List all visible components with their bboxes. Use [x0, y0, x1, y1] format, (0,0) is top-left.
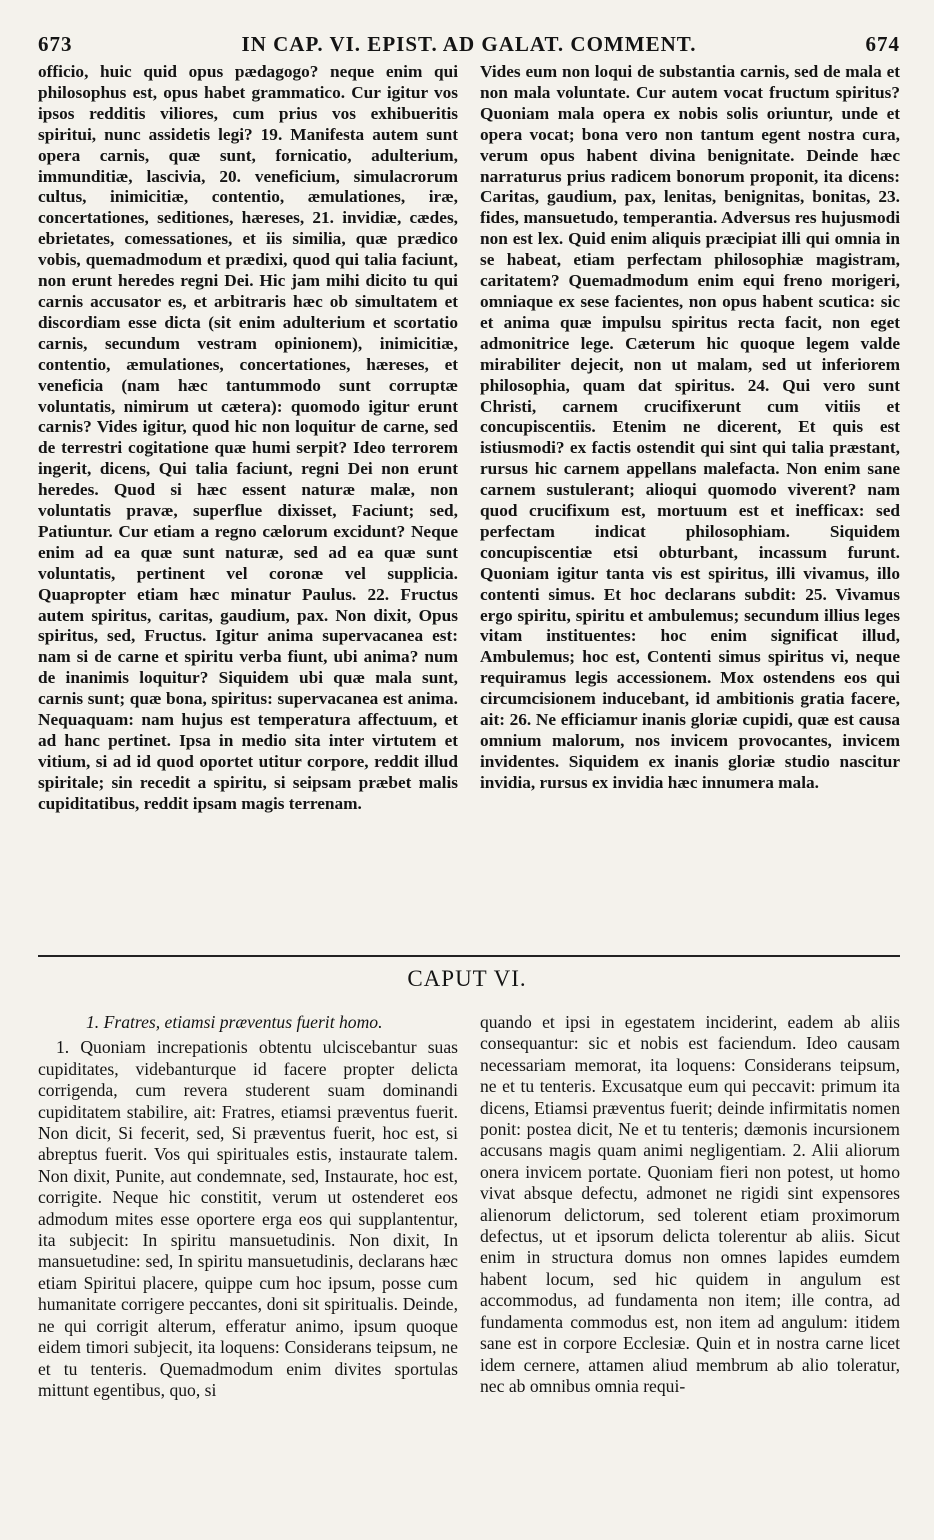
lower-left-text: 1. Quoniam increpationis obtentu ulciscebantur suas cupiditates, videbanturque id facere propter delicta corrigenda, cum revera studerent suam dominandi cupiditatem stabilire, ait: Fratres, etiamsi præventus fuerit. Non dicit, Si fecerit, sed, Si præventus fuerit, hoc est, si abreptus fuerit. Vos qui spirituales estis, instaurate talem. Non dixit, Punite, aut condemnate, sed, Instaurate, hoc est, corrigite. Neque hic constitit, verum ut ostenderet eos admodum mites esse oportere erga eos qui supplantentur, ita subjecit: In spiritu mansuetudinis. Non dixit, In mansuetudine: sed, In spiritu mansuetudinis, declarans hæc etiam Spiritui placere, quippe cum hoc ipsum, posse cum humanitate corrigere peccantes, doni sit spiritualis. Deinde, ne qui corrigit alterum, efferatur animo, ipsum quoque eidem timori subjecit, ita loquens: Considerans teipsum, ne et tu tenteris. Quemadmodum enim divites sportulas mittunt egentibus, quo, si: [38, 1037, 458, 1400]
section-divider: [38, 955, 900, 957]
upper-left-text: officio, huic quid opus pædagogo? neque enim qui philosophus est, opus habet grammatico. Cur igitur vos ipsos redditis viliores, cum prius vos exhibueritis spiritui, nunc assidetis legi? 19. Manifesta autem sunt opera carnis, quæ sunt, fornicatio, adulterium, immunditiæ, lascivia, 20. veneficium, simulacrorum cultus, inimicitiæ, contentio, æmulationes, iræ, concertationes, seditiones, hæreses, 21. invidiæ, cædes, ebrietates, comessationes, et iis similia, quæ prædico vobis, quemadmodum et prædixi, quod qui talia faciunt, non erunt heredes regni Dei. Hic jam mihi dicito tu qui carnis accusator es, et arbitraris hæc ob simultatem et discordiam esse dicta (sit enim adulterium et scortatio carnis, secundum vestram opinionem), inimicitiæ, contentio, æmulationes, concertationes, hæreses, et veneficia (nam hæc tantummodo sunt corruptæ voluntatis, nimirum ut cætera): quomodo igitur erunt carnis? Vides igitur, quod hic non loquitur de carne, sed de terrestri cogitatione quæ humi serpit? Ideo terrorem ingerit, dicens, Qui talia faciunt, regni Dei non erunt heredes. Quod si hæc essent naturæ malæ, non voluntatis pravæ, superflue dixisset, Faciunt; sed, Patiuntur. Cur etiam a regno cælorum excidunt? Neque enim ad ea quæ sunt naturæ, sed ad ea quæ sunt voluntatis, pertinent vel coronæ vel supplicia. Quapropter etiam hæc minatur Paulus. 22. Fructus autem spiritus, caritas, gaudium, pax. Non dixit, Opus spiritus, sed, Fructus. Igitur anima supervacanea est: nam si de carne et spiritu verba fiunt, ubi anima? num de inanimis loquitur? Siquidem ubi quæ mala sunt, carnis sunt; quæ bona, spiritus: supervacanea est anima. Nequaquam: nam hujus est temperatura affectuum, et ad hanc pertinet. Ipsa in medio sita inter virtutem et vitium, si ad id quod oportet utitur corpore, reddit illud spiritale; sin recedit a spiritu, si seipsam præbet malis cupiditatibus, reddit ipsam magis terrenam.: [38, 62, 458, 813]
running-header: [38, 32, 900, 60]
lower-right-column: [480, 1012, 900, 1492]
lower-right-text: quando et ipsi in egestatem inciderint, eadem ab aliis consequantur: sic et nobis est faciendum. Ideo causam necessariam memorat, ita loquens: Considerans teipsum, ne et tu tenteris. Excusatque eum qui peccavit: primum ita dicens, Etiamsi præventus fuerit; deinde infirmitatis nomen ponit: postea dicit, Ne et tu tenteris; dæmonis incursionem accusans magis quam animi negligentiam. 2. Alii aliorum onera invicem portate. Quoniam fieri non potest, ut homo vivat absque defectu, admonet ne rigidi sint expensores alienorum delictorum, sed tolerent etiam proximorum defectus, ut et ipsorum delicta tolerentur ab aliis. Sicut enim in structura domus non omnes lapides eumdem habent locum, sed hic quidem in angulum est accommodus, ad fundamenta non item; ille contra, ad fundamenta commodus est, non item ad angulum: itidem sane est in corpore Ecclesiæ. Quin et in nostra carne licet idem cernere, attamen aliud membrum ab alio toleratur, nec ab omnibus omnia requi-: [480, 1012, 900, 1396]
lower-left-column: [38, 1012, 458, 1492]
upper-right-column: [480, 62, 900, 940]
verse-heading: 1. Fratres, etiamsi præventus fuerit homo.: [86, 1012, 383, 1032]
page-number-right: 674: [865, 32, 900, 56]
upper-right-text: Vides eum non loqui de substantia carnis, sed de mala et non mala voluntate. Cur autem vocat fructum spiritus? Quoniam mala opera ex nobis solis oriuntur, unde et opera vocat; bona vero non tantum egent nostra cura, verum opus habent divina benignitate. Deinde hæc narraturus prius radicem bonorum proponit, ita dicens: Caritas, gaudium, pax, lenitas, benignitas, bonitas, 23. fides, mansuetudo, temperantia. Adversus res hujusmodi non est lex. Quid enim aliquis præcipiat illi qui omnia in se habeat, etiam perfectam philosophiæ magistram, caritatem? Quemadmodum enim equi freno morigeri, omniaque ex sese facientes, non opus habent scutica: sic et anima quæ impulsu spiritus recta facit, non eget admonitrice lege. Cæterum hic quoque legem valde mirabiliter dejecit, non ut malam, sed ut inferiorem philosophia, quam dat spiritus. 24. Qui vero sunt Christi, carnem crucifixerunt cum vitiis et concupiscentiis. Etenim ne dicerent, Et quis est istiusmodi? ex factis ostendit qui sint qui talia præstant, rursus hic carnem appellans malefacta. Non enim sane carnem sustulerant; alioqui quomodo viverent? nam quod crucifixum est, mortuum est et inefficax: sed perfectam indicat philosophiam. Siquidem concupiscentiæ etsi obturbant, incassum furunt. Quoniam igitur tanta vis est spiritus, illi vivamus, illo contenti simus. Et hoc declarans subdit: 25. Vivamus ergo spiritu, spiritu et ambulemus; secundum illius leges vitam instituentes: hoc enim significat illud, Ambulemus; hoc est, Contenti simus spiritus vi, neque requiramus legis accessionem. Mox ostendens eos qui circumcisionem inducebant, id ambitionis gratia facere, ait: 26. Ne efficiamur inanis gloriæ cupidi, quæ est causa omnium malorum, nos invicem provocantes, invicem invidentes. Siquidem ex inanis gloriæ studio nascitur invidia, rursus ex invidia hæc innumera mala.: [480, 62, 900, 792]
chapter-heading: CAPUT VI.: [407, 966, 527, 991]
page-number-left: 673: [38, 32, 73, 56]
upper-left-column: [38, 62, 458, 940]
running-title: IN CAP. VI. EPIST. AD GALAT. COMMENT.: [241, 32, 697, 56]
